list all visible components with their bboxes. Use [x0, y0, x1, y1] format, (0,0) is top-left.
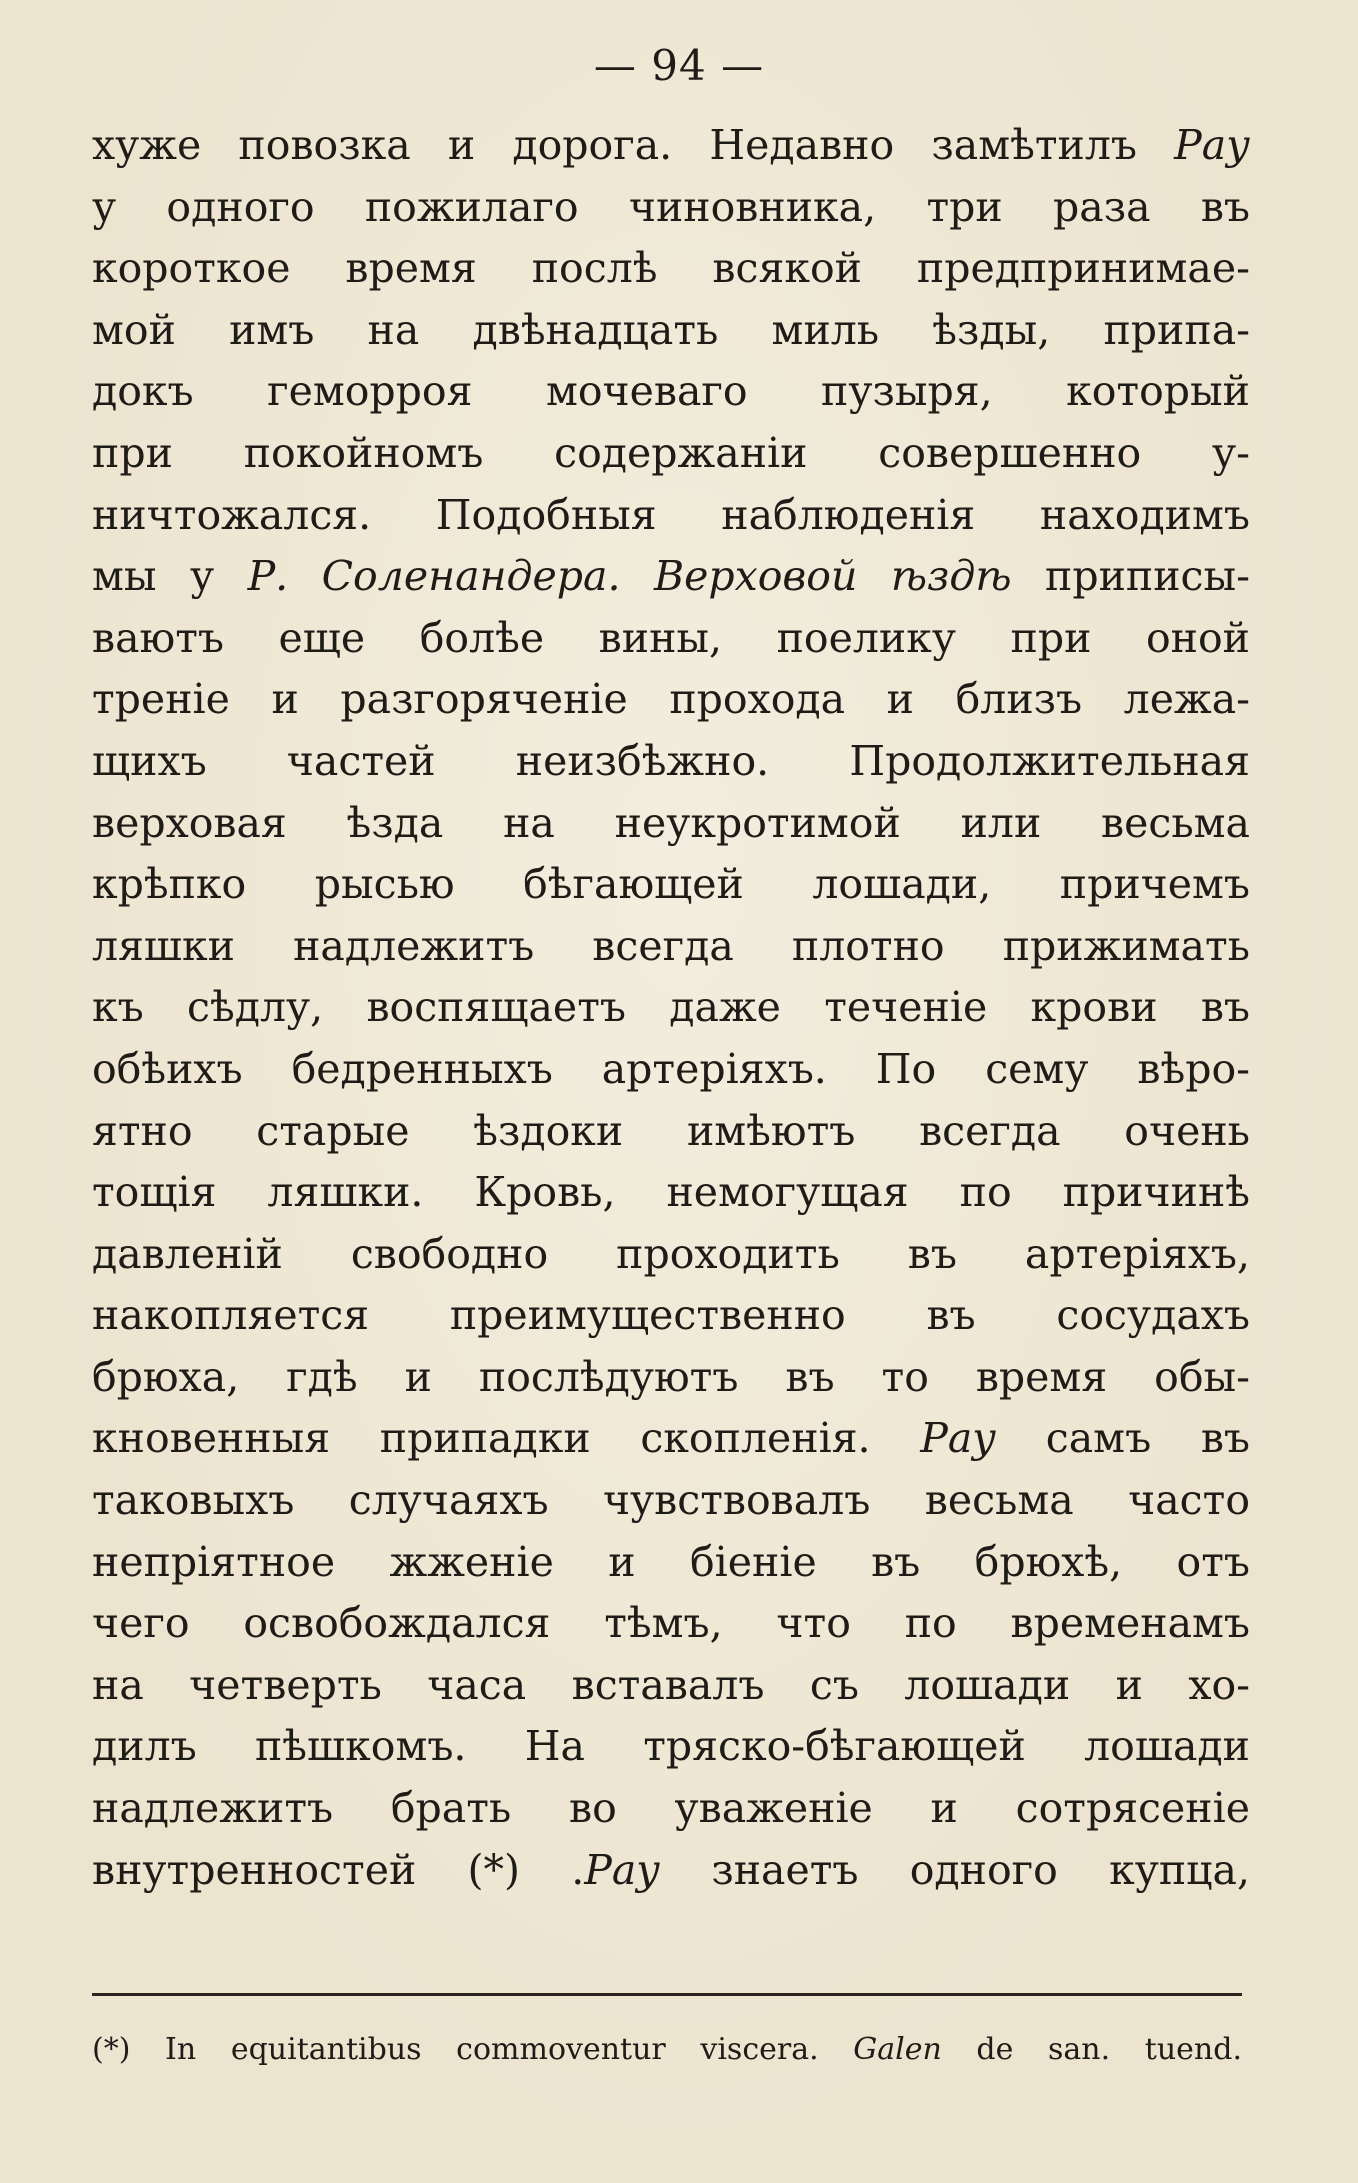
text-span: накопляется преимущественно въ сосудахъ [92, 1291, 1250, 1340]
page-number: — 94 — [593, 41, 765, 90]
text-span: тощія ляшки. Кровь, немогущая по причинѣ [92, 1168, 1250, 1217]
text-line [92, 485, 1250, 547]
footnote-italic-text: Galen [853, 2032, 942, 2067]
text-line [92, 1532, 1250, 1594]
footnote-text: (*) In equitantibus commoventur viscera. [92, 2032, 854, 2067]
text-span: треніе и разгоряченіе прохода и близъ лежа- [92, 675, 1250, 724]
italic-text: Рау [920, 1414, 997, 1463]
text-span: кновенныя припадки скопленія. [92, 1414, 921, 1463]
text-span: дилъ пѣшкомъ. На тряско-бѣгающей лошади [92, 1722, 1250, 1771]
text-span: чего освобождался тѣмъ, что по временамъ [92, 1599, 1250, 1648]
text-span: короткое время послѣ всякой предпринимае- [92, 244, 1250, 293]
text-span: обѣихъ бедренныхъ артеріяхъ. По сему вѣро- [92, 1044, 1250, 1093]
text-line [92, 1285, 1250, 1347]
text-line [92, 669, 1250, 731]
text-line [92, 238, 1250, 300]
text-span: ваютъ еще болѣе вины, поелику при оной [92, 613, 1250, 662]
text-span: надлежитъ брать во уваженіе и сотрясеніе [92, 1784, 1250, 1833]
text-line [92, 423, 1250, 485]
text-span: ляшки надлежитъ всегда плотно прижимать [92, 921, 1250, 970]
text-span: къ сѣдлу, воспящаетъ даже теченіе крови въ [92, 983, 1250, 1032]
text-span: брюха, гдѣ и послѣдуютъ въ то время обы- [92, 1352, 1250, 1401]
text-span: при покойномъ содержаніи совершенно у- [92, 428, 1250, 477]
text-line [92, 300, 1250, 362]
text-line [92, 1408, 1250, 1470]
text-line [92, 361, 1250, 423]
text-span: хуже повозка и дорога. Недавно замѣтилъ [92, 121, 1175, 169]
text-span: ятно старые ѣздоки имѣютъ всегда очень [92, 1106, 1250, 1155]
text-line [92, 1162, 1250, 1224]
text-span: щихъ частей неизбѣжно. Продолжительная [92, 736, 1250, 785]
text-span: самъ въ [996, 1414, 1250, 1463]
text-span: приписы- [1011, 552, 1250, 601]
text-line [92, 546, 1250, 608]
text-span: на четверть часа вставалъ съ лошади и хо- [92, 1660, 1250, 1709]
text-line [92, 1347, 1250, 1409]
text-line [92, 1039, 1250, 1101]
text-line [92, 854, 1250, 916]
text-span: таковыхъ случаяхъ чувствовалъ весьма часто [92, 1476, 1250, 1525]
text-line [92, 1778, 1250, 1840]
text-line [92, 177, 1250, 239]
text-span: докъ геморроя мочеваго пузыря, который [92, 367, 1250, 416]
text-line [92, 1593, 1250, 1655]
text-line [92, 731, 1250, 793]
text-line [92, 608, 1250, 670]
italic-text: Р. Соленандера. Верховой ѣздѣ [247, 552, 1012, 601]
text-line [92, 793, 1250, 855]
italic-text: Рау [1174, 121, 1250, 169]
text-line [92, 1224, 1250, 1286]
text-line [92, 1470, 1250, 1532]
text-span: внутренностей (*) . [92, 1845, 585, 1894]
text-span: крѣпко рысью бѣгающей лошади, причемъ [92, 860, 1250, 909]
italic-text: Рау [584, 1845, 661, 1894]
footnote-text: de san. tuend. [941, 2032, 1242, 2067]
text-span: ничтожался. Подобныя наблюденія находимъ [92, 490, 1250, 539]
text-span: непріятное жженіе и біеніе въ брюхѣ, отъ [92, 1537, 1250, 1586]
text-span: мой имъ на двѣнадцать миль ѣзды, припа- [92, 305, 1250, 354]
text-line [92, 1716, 1250, 1778]
footnote [92, 2028, 1242, 2072]
body-text [92, 115, 1250, 1901]
text-span: мы у [92, 552, 248, 601]
text-span: давленій свободно проходить въ артеріяхъ, [92, 1229, 1250, 1278]
text-line [92, 115, 1250, 177]
text-line [92, 1840, 1250, 1902]
text-span: знаетъ одного купца, [660, 1845, 1250, 1894]
text-line [92, 977, 1250, 1039]
text-span: верховая ѣзда на неукротимой или весьма [92, 798, 1250, 847]
footnote-divider [92, 1993, 1242, 1996]
text-line [92, 1655, 1250, 1717]
text-line [92, 1101, 1250, 1163]
text-span: у одного пожилаго чиновника, три раза въ [92, 182, 1250, 231]
text-line [92, 916, 1250, 978]
